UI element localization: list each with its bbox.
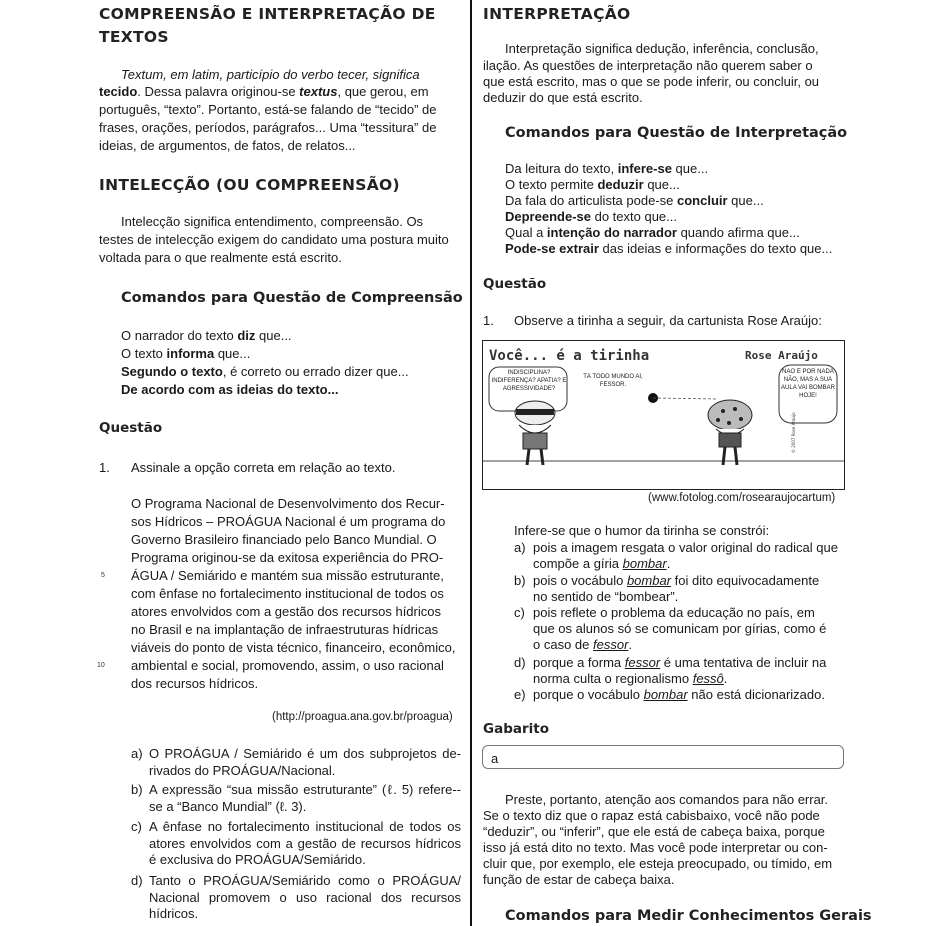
command-item: Qual a intenção do narrador quando afirma que... <box>505 225 800 240</box>
final-paragraph-line: “deduzir”, ou “inferir”, que ele está de cabeça baixa, porque <box>483 824 825 839</box>
intro-line2: tecido. Dessa palavra originou-se textus, que gerou, em <box>99 84 429 99</box>
option-e-line1: porque o vocábulo bombar não está dicionarizado. <box>533 687 825 702</box>
answer-option: b) A expressão “sua missão estruturante” (ℓ. 5) refere--se a “Banco Mundial” (ℓ. 3). <box>131 782 461 814</box>
intro-line3: português, “texto”. Portanto, está-se falando de “tecido” de <box>99 102 437 117</box>
question-text: Observe a tirinha a seguir, da cartunista Rose Araújo: <box>514 313 822 328</box>
passage-line: atores envolvidos com a gestão dos recursos hídricos <box>131 604 441 619</box>
interpretacao-title: INTERPRETAÇÃO <box>483 5 631 23</box>
bomb-trajectory <box>653 398 718 399</box>
comic-copyright: © 2007 Rose Araújo <box>791 412 796 453</box>
option-label: d) <box>514 655 526 670</box>
passage-line: viáveis do ponto de vista técnico, financeiro, econômico, <box>131 640 456 655</box>
intro-line1: Textum, em latim, particípio do verbo tecer, significa <box>121 67 420 82</box>
answer-option: a) O PROÁGUA / Semiárido é um dos subprojetos de-rivados do PROÁGUA/Nacional. <box>131 746 461 778</box>
passage-line: Governo Brasileiro financiado pelo Banco Mundial. O <box>131 532 437 547</box>
final-paragraph-line: Se o texto diz que o rapaz está cabisbaixo, você não pode <box>483 808 820 823</box>
commands-conhecimentos-title: Comandos para Medir Conhecimentos Gerais <box>505 908 872 924</box>
passage-line: no Brasil e na implantação de infraestruturas hídricas <box>131 622 439 637</box>
question-stem: Infere-se que o humor da tirinha se constrói: <box>514 523 770 538</box>
column-divider <box>470 0 472 926</box>
sec2-line2: testes de intelecção exigem do candidato uma postura muito <box>99 232 449 247</box>
girl-character-icon <box>708 400 752 465</box>
line-number-10: 10 <box>97 662 105 669</box>
line-number-5: 5 <box>101 572 105 579</box>
passage-line: O Programa Nacional de Desenvolvimento dos Recur- <box>131 496 445 511</box>
answer-option: c) A ênfase no fortalecimento institucional de todos os atores envolvidos com a gestão de recursos hídricos é exclusiva do PROÁGUA/Semiárido. <box>131 819 461 867</box>
boy-character-icon <box>515 401 555 465</box>
command-item: O texto permite deduzir que... <box>505 177 680 192</box>
passage-line: dos recursos hídricos. <box>131 676 259 691</box>
option-a-line2: compõe a gíria bombar. <box>533 556 671 571</box>
intro-line4: frases, orações, períodos, parágrafos... Uma “tessitura” de <box>99 120 437 135</box>
command-item: Segundo o texto, é correto ou errado dizer que... <box>121 364 409 379</box>
option-c-line3: o caso de fessor. <box>533 637 633 652</box>
passage-line: Programa originou-se da exitosa experiência do PRO- <box>131 550 444 565</box>
section-intelleccao-title: INTELECÇÃO (OU COMPREENSÃO) <box>99 176 400 194</box>
option-c-line1: pois reflete o problema da educação no país, em <box>533 605 815 620</box>
passage-line: ambiental e social, promovendo, assim, o uso racional <box>131 658 444 673</box>
option-c-line2: que os alunos só se comunicam por gírias, como é <box>533 621 827 636</box>
comic-strip <box>482 340 845 490</box>
final-paragraph-line: isso já está dito no texto. Mas você pode interpretar ou con- <box>483 840 828 855</box>
sec2-line1: Intelecção significa entendimento, compreensão. Os <box>121 214 424 229</box>
option-label: b) <box>514 573 526 588</box>
final-paragraph-line: função de estar de cabeça baixa. <box>483 872 675 887</box>
option-d-line2: norma culta o regionalismo fessô. <box>533 671 728 686</box>
option-d-line1: porque a forma fessor é uma tentativa de incluir na <box>533 655 827 670</box>
passage-line: com ênfase no fortalecimento institucional de todos os <box>131 586 444 601</box>
final-paragraph-line: cluir que, por exemplo, ele esteja preocupado, ou tímido, em <box>483 856 833 871</box>
main-title-line1: COMPREENSÃO E INTERPRETAÇÃO DE <box>99 5 436 23</box>
intro-line5: ideias, de argumentos, de fatos, de relatos... <box>99 138 356 153</box>
sec2-line3: voltada para o que realmente está escrito. <box>99 250 342 265</box>
passage-source: (http://proagua.ana.gov.br/proagua) <box>272 711 453 723</box>
question-number: 1. <box>483 313 494 328</box>
interp-line3: que está escrito, mas o que se pode inferir, ou concluir, ou <box>483 74 820 89</box>
command-item: O texto informa que... <box>121 346 251 361</box>
bubble-mid-text: TÁ TODO MUNDO AÍ, FESSOR. <box>583 374 643 388</box>
command-item: O narrador do texto diz que... <box>121 328 292 343</box>
passage-line: ÁGUA / Semiárido e mantém sua missão estruturante, <box>131 568 444 583</box>
option-a-line1: pois a imagem resgata o valor original do radical que <box>533 540 838 555</box>
option-b-line1: pois o vocábulo bombar foi dito equivocadamente <box>533 573 820 588</box>
comic-title: Você... é a tirinha <box>489 348 650 364</box>
question-text: Assinale a opção correta em relação ao texto. <box>131 460 396 475</box>
questao-title: Questão <box>99 420 163 436</box>
comic-source: (www.fotolog.com/rosearaujocartum) <box>648 492 836 504</box>
main-title-line2: TEXTOS <box>99 28 169 46</box>
option-b-line2: no sentido de “bombear”. <box>533 589 679 604</box>
option-label: c) <box>514 605 525 620</box>
commands-interpretacao-title: Comandos para Questão de Interpretação <box>505 125 848 141</box>
command-item: Da leitura do texto, infere-se que... <box>505 161 709 176</box>
option-label: a) <box>514 540 526 555</box>
option-label: e) <box>514 687 526 702</box>
bubble-left-text: INDISCIPLINA? INDIFERENÇA? APATIA? E AGRESSIVIDADE? <box>491 370 567 392</box>
gabarito-value: a <box>491 751 499 766</box>
interp-line2: ilação. As questões de interpretação não querem saber o <box>483 58 813 73</box>
comic-illustration <box>483 341 844 489</box>
interp-line1: Interpretação significa dedução, inferência, conclusão, <box>505 41 819 56</box>
final-paragraph-line: Preste, portanto, atenção aos comandos para não errar. <box>505 792 829 807</box>
command-item: Depreende-se do texto que... <box>505 209 677 224</box>
answer-option: d) Tanto o PROÁGUA/Semiárido como o PROÁGUA/ Nacional promovem o uso racional dos recursos hídricos. <box>131 873 461 921</box>
command-item: De acordo com as ideias do texto... <box>121 382 339 397</box>
passage-line: sos Hídricos – PROÁGUA Nacional é um programa do <box>131 514 446 529</box>
questao-title: Questão <box>483 276 547 292</box>
gabarito-answer-box <box>482 745 844 769</box>
commands-compreensao-title: Comandos para Questão de Compreensão <box>121 290 463 306</box>
bubble-right-text: NÃO É POR NADA NÃO, MAS A SUA AULA VAI BOMBAR HOJE! <box>781 369 835 399</box>
command-item: Pode-se extrair das ideias e informações do texto que... <box>505 241 833 256</box>
gabarito-title: Gabarito <box>483 721 549 737</box>
comic-author: Rose Araújo <box>745 349 818 362</box>
question-number: 1. <box>99 460 110 475</box>
interp-line4: deduzir do que está escrito. <box>483 90 643 105</box>
command-item: Da fala do articulista pode-se concluir que... <box>505 193 764 208</box>
